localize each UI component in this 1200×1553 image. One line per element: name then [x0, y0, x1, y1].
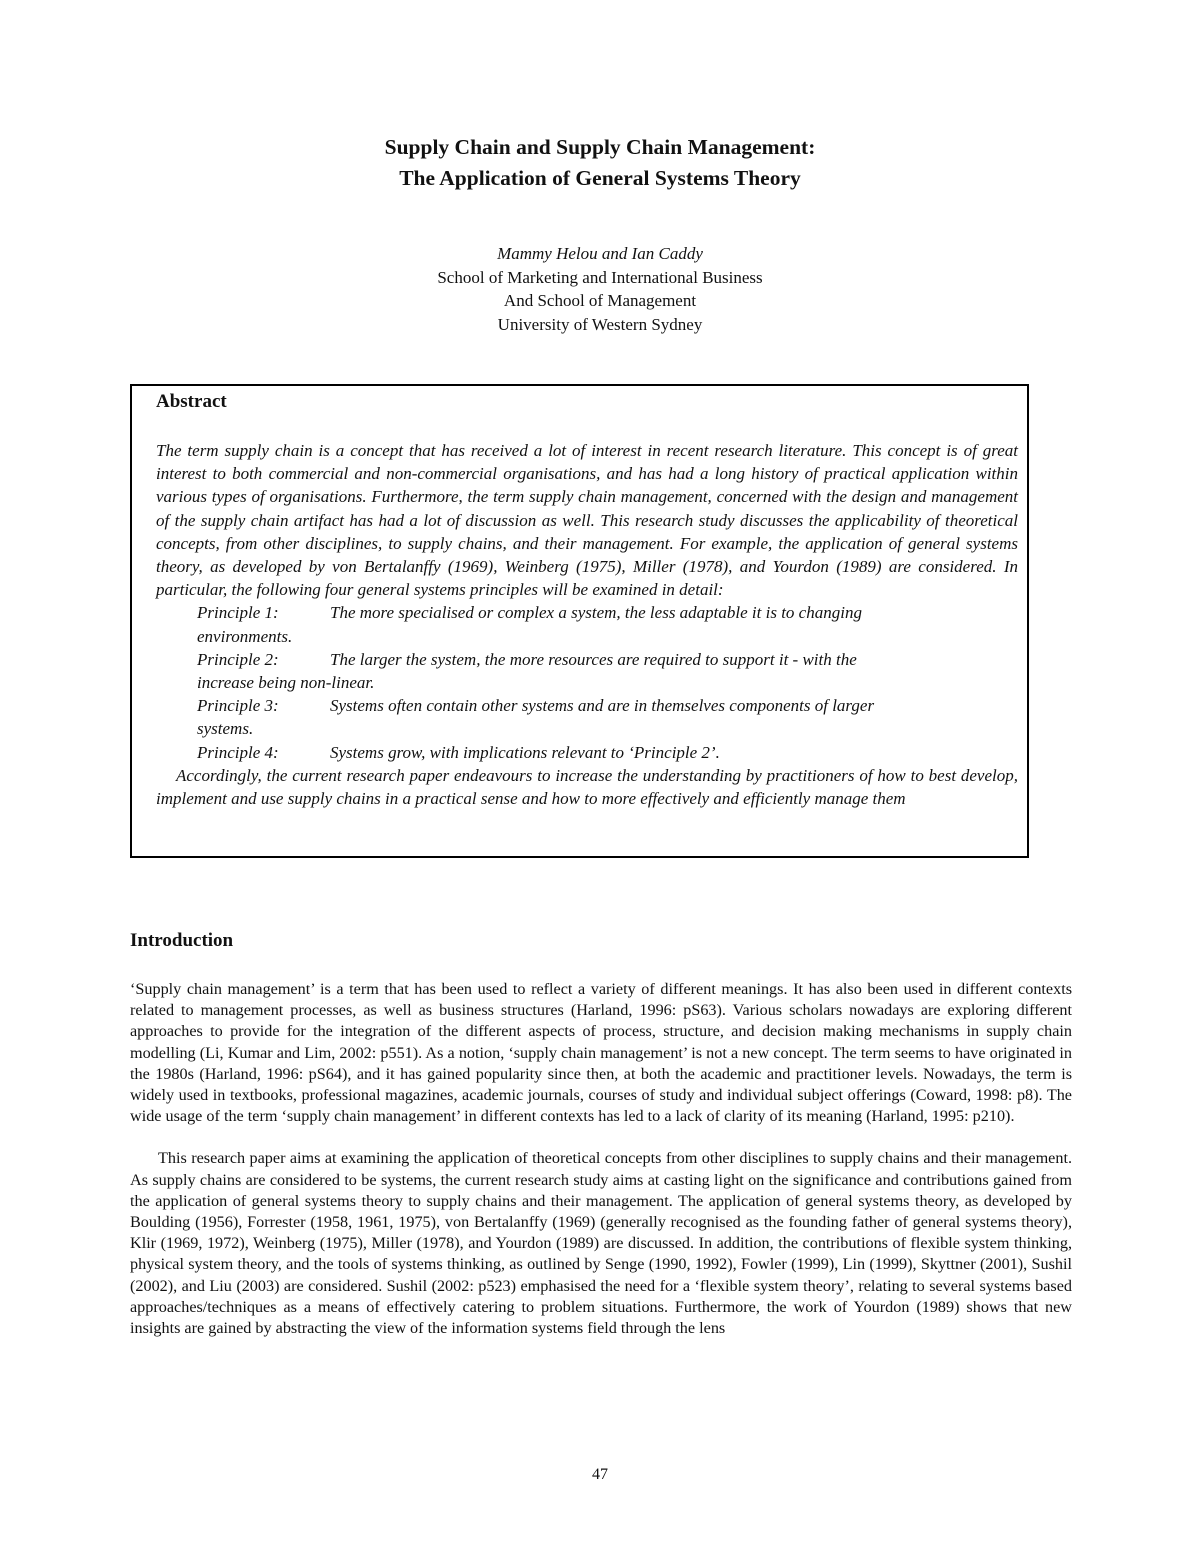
affiliation-line-2: And School of Management	[503, 291, 697, 310]
title-line-2: The Application of General Systems Theory	[399, 166, 801, 190]
principle-text: Systems often contain other systems and are in themselves components of larger	[330, 696, 875, 716]
abstract-paragraph: The term supply chain is a concept that has received a lot of interest in recent research literature. This concept is of great interest to both commercial and non-commercial organisations, and has had a long history of practical application within various types of organisations. Furthermore, the term supply chain management, concerned with the design and management of the supply chain artifact has had a lot of discussion as well. This research study discusses the applicability of theoretical concepts, from other disciplines, to supply chains, and their management. For example, the application of general systems theory, as developed by von Bertalanffy (1969), Weinberg (1975), Miller (1978), and Yourdon (1989) are considered. In particular, the following four general systems principles will be examined in detail:	[156, 441, 1018, 600]
principle-label: Principle 2:	[197, 649, 279, 669]
abstract-heading: Abstract	[156, 391, 227, 412]
principle-item	[197, 694, 1018, 717]
principle-item	[197, 601, 1018, 624]
author-block	[130, 242, 1070, 336]
principle-continuation	[197, 717, 1018, 740]
abstract-body	[156, 439, 1018, 810]
introduction-paragraph-1: ‘Supply chain management’ is a term that has been used to reflect a variety of different meanings. It has also been used in different contexts related to management processes, as well as business structures (Harland, 1996: pS63). Various scholars nowadays are exploring different approaches to provide for the integration of the different aspects of process, structure, and decision making mechanisms in supply chain modelling (Li, Kumar and Lim, 2002: p551). As a notion, ‘supply chain management’ is not a new concept. The term seems to have originated in the 1980s (Harland, 1996: pS64), and it has gained popularity since then, at both the academic and practitioner levels. Nowadays, the term is widely used in textbooks, professional magazines, academic journals, courses of study and individual subject offerings (Coward, 1998: p8). The wide usage of the term ‘supply chain management’ in different contexts has led to a lack of clarity of its meaning (Harland, 1995: p210).	[130, 980, 1072, 1126]
introduction-heading: Introduction	[130, 930, 234, 951]
principle-continuation	[197, 671, 1018, 694]
affiliation-line-1: School of Marketing and International Business	[437, 267, 763, 287]
author-names: Mammy Helou and Ian Caddy	[497, 244, 703, 263]
paper-title	[130, 132, 1070, 194]
introduction-body	[130, 979, 1072, 1339]
principle-label: Principle 4:	[197, 742, 279, 762]
introduction-paragraph-2: This research paper aims at examining the application of theoretical concepts from other disciplines to supply chains and their management. As supply chains are considered to be systems, the current research study aims at casting light on the significance and contributions gained from the application of general systems theory to supply chains and their management. The application of general systems theory, as developed by Boulding (1956), Forrester (1958, 1961, 1975), von Bertalanffy (1969) (generally recognised as the founding father of general systems theory), Klir (1969, 1972), Weinberg (1975), Miller (1978), and Yourdon (1989) are discussed. In addition, the contributions of flexible system thinking, physical system theory, and the tools of systems thinking, as outlined by Senge (1990, 1992), Fowler (1999), Lin (1999), Skyttner (2001), Sushil (2002), and Liu (2003) are considered. Sushil (2002: p523) emphasised the need for a ‘flexible system theory’, relating to several systems based approaches/techniques as a means of effectively catering to problem situations. Furthermore, the work of Yourdon (1989) shows that new insights are gained by abstracting the view of the information systems field through the lens	[130, 1149, 1072, 1338]
principle-text: The more specialised or complex a system, the less adaptable it is to changing	[330, 603, 862, 623]
principle-text-cont: increase being non-linear.	[197, 673, 375, 693]
principle-text: The larger the system, the more resources are required to support it - with the	[330, 649, 857, 669]
page-number: 47	[592, 1466, 608, 1483]
principle-item	[197, 648, 1018, 671]
principle-label: Principle 3:	[197, 696, 279, 716]
principle-text-cont: environments.	[197, 626, 293, 646]
principle-text-cont: systems.	[197, 719, 254, 739]
affiliation-line-3: University of Western Sydney	[497, 314, 703, 334]
principle-text: Systems grow, with implications relevant to ‘Principle 2’.	[330, 742, 720, 762]
principle-continuation	[197, 625, 1018, 648]
principle-label: Principle 1:	[197, 603, 279, 623]
abstract-box	[130, 384, 1029, 858]
principle-item	[197, 741, 1018, 764]
title-line-1: Supply Chain and Supply Chain Management:	[384, 135, 816, 159]
abstract-closing: Accordingly, the current research paper endeavours to increase the understanding by practitioners of how to best develop, implement and use supply chains in a practical sense and how to more effectively and efficiently manage them	[156, 765, 1018, 809]
